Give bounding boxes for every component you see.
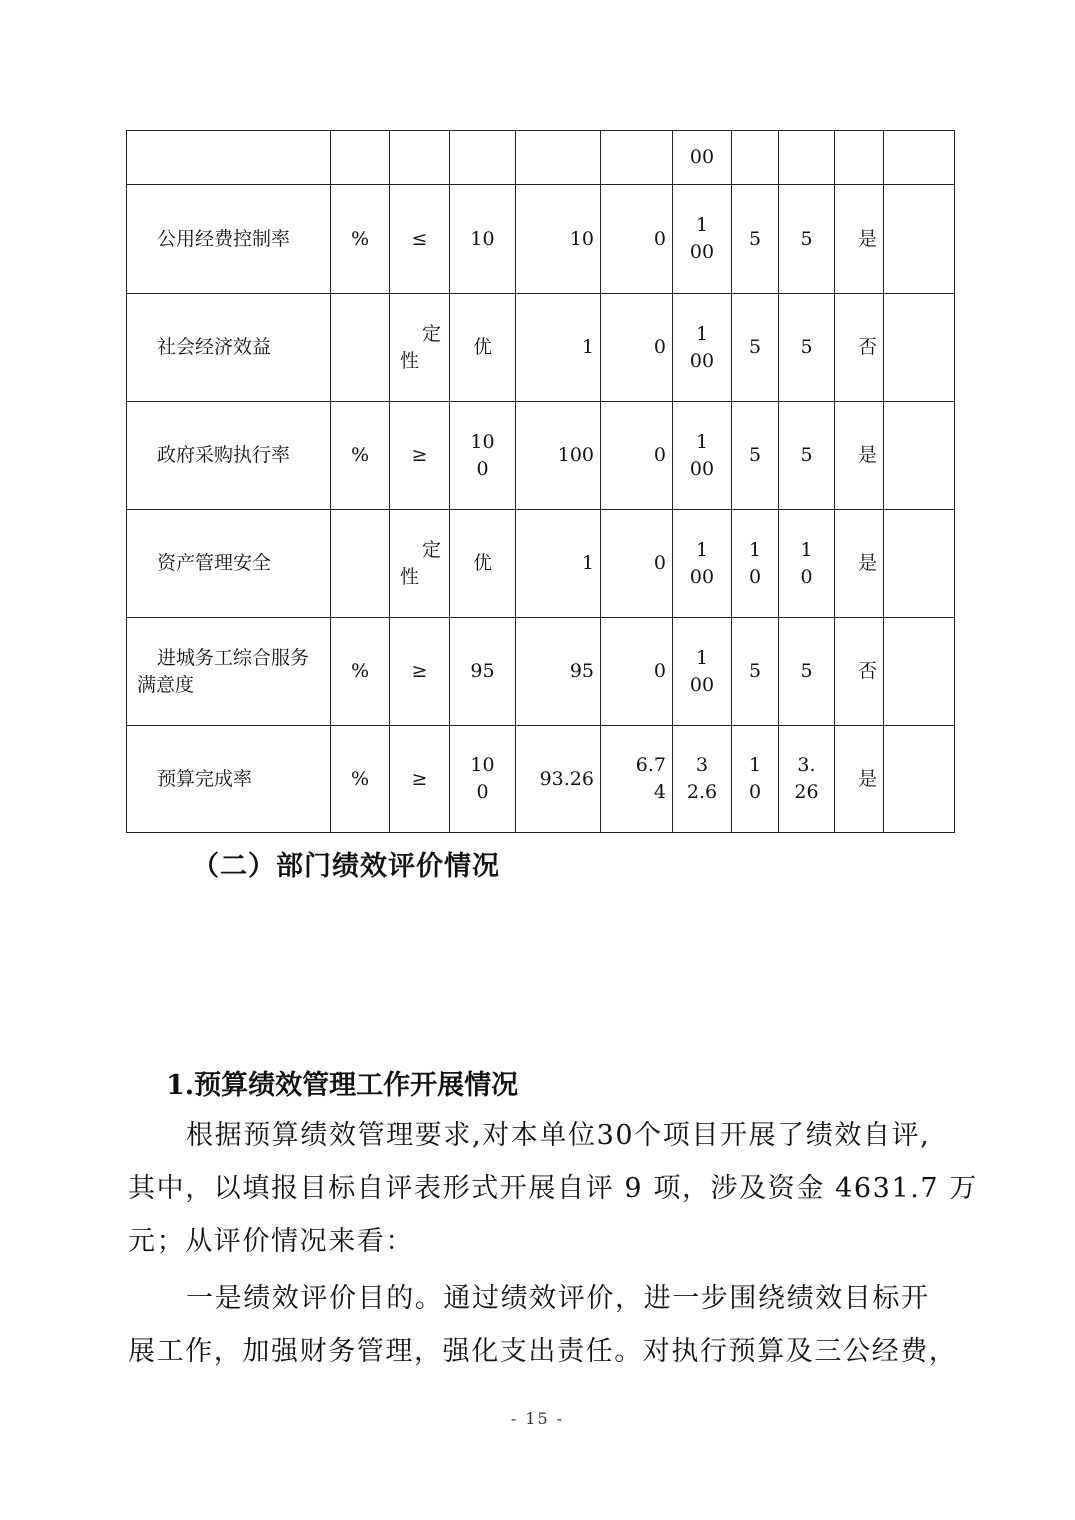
cell-line: 0	[748, 565, 762, 588]
table-cell-rate	[673, 131, 732, 185]
cell-line: 1	[695, 538, 709, 561]
table-cell-rate	[673, 185, 732, 294]
table-cell-actual: 10	[516, 185, 601, 294]
cell-line: 00	[689, 349, 715, 372]
table-cell-score	[779, 618, 835, 726]
cell-line: 优	[472, 336, 492, 358]
cell-line: 资产管理安全	[157, 552, 272, 574]
table-cell-blank	[884, 294, 955, 402]
table-cell-unit: %	[331, 402, 390, 510]
table-cell-op	[390, 131, 450, 185]
table-cell-name	[127, 294, 331, 402]
cell-line: 95	[470, 660, 495, 682]
cell-line: 定	[421, 538, 441, 561]
table-cell-score	[779, 510, 835, 618]
table-cell-dev	[601, 726, 673, 833]
cell-line: 1	[695, 430, 709, 453]
cell-line: 5	[800, 444, 813, 466]
table-cell-weight	[732, 185, 779, 294]
table-cell-weight	[732, 618, 779, 726]
cell-line: 5	[800, 660, 813, 682]
table-cell-name	[127, 185, 331, 294]
table-cell-op	[390, 618, 450, 726]
cell-line: 1	[695, 646, 709, 669]
cell-line: 5	[800, 336, 813, 358]
table-cell-unit: %	[331, 618, 390, 726]
table-cell-blank	[884, 185, 955, 294]
table-cell-score	[779, 185, 835, 294]
cell-line: ≥	[411, 660, 428, 682]
cell-line: 00	[689, 241, 715, 263]
table-cell-dev	[601, 131, 673, 185]
table-cell-score	[779, 131, 835, 185]
paragraph-line: 其中，以填报目标自评表形式开展自评 9 项，涉及资金 4631.7 万	[128, 1173, 978, 1204]
cell-line: ≥	[411, 444, 428, 466]
table-cell-weight	[732, 131, 779, 185]
table-cell-flag: 是	[835, 185, 884, 294]
cell-line: 1	[695, 214, 709, 236]
page-number: - 15 -	[510, 1409, 565, 1428]
table-cell-flag: 是	[835, 402, 884, 510]
cell-line: 0	[653, 227, 666, 250]
table-cell-rate	[673, 618, 732, 726]
cell-line: 5	[800, 227, 813, 250]
table-cell-flag: 是	[835, 510, 884, 618]
cell-line: 10	[470, 227, 495, 250]
table-row	[127, 726, 955, 833]
cell-line: 1	[800, 538, 813, 561]
table-cell-flag: 否	[835, 294, 884, 402]
table-cell-blank	[884, 726, 955, 833]
table-cell-score	[779, 294, 835, 402]
cell-line: 00	[689, 673, 715, 696]
table-cell-name	[127, 510, 331, 618]
cell-line: 1	[695, 322, 709, 345]
table-body	[127, 131, 955, 833]
table-cell-blank	[884, 131, 955, 185]
table-cell-weight	[732, 510, 779, 618]
cell-line: 4	[653, 781, 666, 803]
table-cell-target	[450, 618, 516, 726]
table-cell-target	[450, 294, 516, 402]
cell-line: 性	[400, 565, 420, 588]
table-cell-weight	[732, 402, 779, 510]
section-heading: （二）部门绩效评价情况	[192, 851, 500, 882]
table-cell-blank	[884, 402, 955, 510]
cell-line: 3.	[797, 754, 816, 776]
cell-line: 5	[748, 660, 762, 682]
cell-line: 定	[421, 322, 441, 345]
table-cell-target	[450, 402, 516, 510]
table-cell-flag: 否	[835, 618, 884, 726]
paragraph-line: 一是绩效评价目的。通过绩效评价，进一步围绕绩效目标开	[186, 1283, 930, 1314]
cell-line: 10	[470, 754, 495, 776]
cell-line: 预算完成率	[157, 767, 253, 790]
cell-line: 10	[470, 430, 495, 453]
cell-line: 政府采购执行率	[157, 444, 291, 466]
cell-line: 0	[476, 781, 489, 803]
table-cell-actual	[516, 131, 601, 185]
table-cell-name	[127, 131, 331, 185]
table-cell-op	[390, 726, 450, 833]
table-cell-name	[127, 726, 331, 833]
cell-line: 优	[472, 552, 492, 574]
table-cell-score	[779, 402, 835, 510]
cell-line: ≥	[411, 767, 428, 790]
table-cell-op	[390, 510, 450, 618]
table-cell-rate	[673, 510, 732, 618]
table-cell-dev	[601, 294, 673, 402]
paragraph-line: 元；从评价情况来看：	[128, 1226, 414, 1257]
cell-line: ≤	[411, 227, 428, 250]
table-cell-name	[127, 618, 331, 726]
table-cell-target	[450, 726, 516, 833]
cell-line: 0	[653, 444, 666, 466]
cell-line: 6.7	[635, 754, 666, 776]
table-cell-actual: 1	[516, 510, 601, 618]
cell-line: 0	[653, 552, 666, 574]
paragraph-line: 根据预算绩效管理要求,对本单位30个项目开展了绩效自评,	[186, 1120, 931, 1151]
table-cell-dev	[601, 618, 673, 726]
table-cell-op	[390, 402, 450, 510]
cell-line: 5	[748, 444, 762, 466]
cell-line: 进城务工综合服务	[157, 646, 310, 669]
table-cell-blank	[884, 510, 955, 618]
table-row	[127, 185, 955, 294]
cell-line: 26	[794, 781, 819, 803]
cell-line: 满意度	[137, 673, 195, 696]
paragraph-1	[128, 1109, 978, 1268]
table-cell-name	[127, 402, 331, 510]
paragraph-line: 展工作，加强财务管理，强化支出责任。对执行预算及三公经费，	[128, 1336, 958, 1367]
table-cell-actual: 93.26	[516, 726, 601, 833]
paragraph-2	[128, 1272, 958, 1378]
cell-line: 3	[695, 754, 709, 776]
cell-line: 00	[689, 146, 715, 168]
cell-line: 0	[653, 336, 666, 358]
subheading: 1.预算绩效管理工作开展情况	[166, 1070, 519, 1101]
table-cell-dev	[601, 185, 673, 294]
cell-line: 性	[400, 349, 420, 372]
table-cell-actual: 95	[516, 618, 601, 726]
table-row	[127, 131, 955, 185]
table-cell-flag: 是	[835, 726, 884, 833]
cell-line: 0	[476, 457, 489, 480]
table-cell-dev	[601, 402, 673, 510]
table-row	[127, 618, 955, 726]
table-cell-weight	[732, 294, 779, 402]
table-cell-op	[390, 185, 450, 294]
table-cell-unit	[331, 131, 390, 185]
table-cell-weight	[732, 726, 779, 833]
table-cell-rate	[673, 294, 732, 402]
table-cell-unit: %	[331, 185, 390, 294]
cell-line: 5	[748, 336, 762, 358]
table-cell-target	[450, 510, 516, 618]
table-cell-op	[390, 294, 450, 402]
table-cell-actual: 100	[516, 402, 601, 510]
cell-line: 0	[653, 660, 666, 682]
table-cell-score	[779, 726, 835, 833]
table-cell-target	[450, 185, 516, 294]
cell-line: 00	[689, 457, 715, 480]
cell-line: 公用经费控制率	[157, 227, 291, 250]
table-cell-flag	[835, 131, 884, 185]
cell-line: 0	[800, 565, 813, 588]
table-row	[127, 510, 955, 618]
table-row	[127, 402, 955, 510]
table-cell-unit: %	[331, 726, 390, 833]
cell-line: 社会经济效益	[157, 336, 272, 358]
cell-line: 1	[748, 538, 762, 561]
table-cell-unit	[331, 510, 390, 618]
performance-table	[126, 130, 955, 833]
cell-line: 1	[748, 754, 762, 776]
cell-line: 2.6	[686, 781, 718, 803]
table-cell-rate	[673, 402, 732, 510]
cell-line: 00	[689, 565, 715, 588]
table-cell-rate	[673, 726, 732, 833]
table-cell-blank	[884, 618, 955, 726]
table-cell-dev	[601, 510, 673, 618]
cell-line: 5	[748, 227, 762, 250]
cell-line: 0	[748, 781, 762, 803]
table-cell-unit	[331, 294, 390, 402]
table-cell-target	[450, 131, 516, 185]
table-cell-actual: 1	[516, 294, 601, 402]
table-row	[127, 294, 955, 402]
